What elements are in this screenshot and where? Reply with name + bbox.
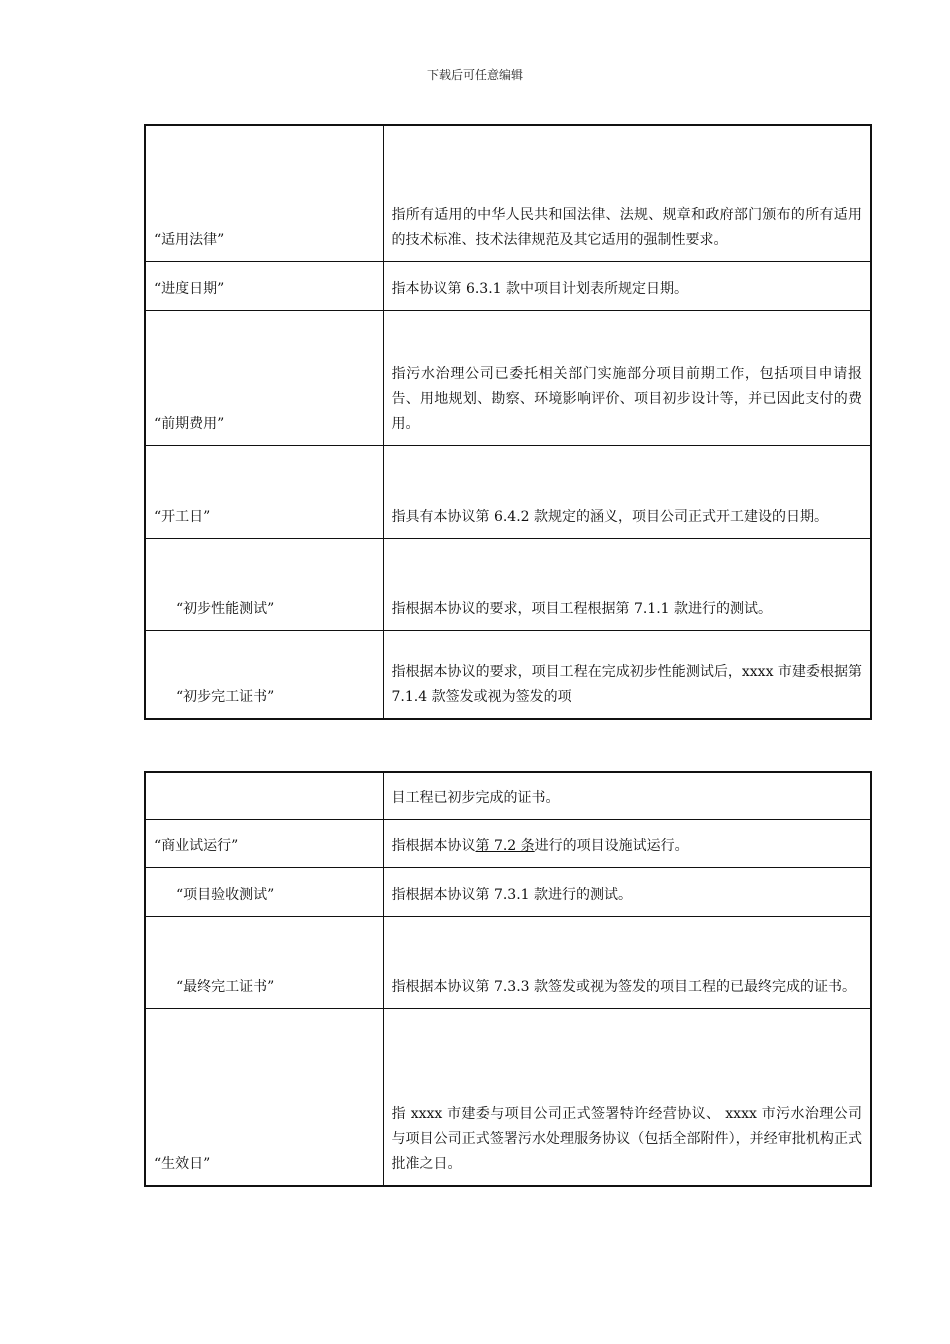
table-row	[145, 445, 871, 538]
table-row	[145, 819, 871, 867]
term-cell: “进度日期”	[145, 261, 383, 310]
table-row	[145, 310, 871, 445]
definition-cell: 指本协议第 6.3.1 款中项目计划表所规定日期。	[383, 261, 871, 310]
definition-cell: 指根据本协议的要求，项目工程根据第 7.1.1 款进行的测试。	[383, 538, 871, 630]
definition-cell: 指根据本协议第 7.3.1 款进行的测试。	[383, 867, 871, 916]
table-row	[145, 772, 871, 819]
term-cell: “前期费用”	[145, 310, 383, 445]
table-row	[145, 867, 871, 916]
definition-cell: 目工程已初步完成的证书。	[383, 772, 871, 819]
table-row	[145, 125, 871, 261]
table-row	[145, 916, 871, 1008]
table-row	[145, 1008, 871, 1186]
term-cell: “项目验收测试”	[145, 867, 383, 916]
definitions-table-2	[144, 771, 872, 1187]
clause-reference-link[interactable]: 第 7.2 条	[475, 837, 535, 854]
page-header: 下载后可任意编辑	[426, 68, 523, 82]
definition-cell: 指根据本协议第 7.3.3 款签发或视为签发的项目工程的已最终完成的证书。	[383, 916, 871, 1008]
definition-cell: 指根据本协议的要求，项目工程在完成初步性能测试后，xxxx 市建委根据第 7.1.4 款签发或视为签发的项	[383, 630, 871, 719]
definition-text: 指根据本协议	[391, 837, 476, 854]
term-cell: “初步完工证书”	[145, 630, 383, 719]
definition-text: 进行的项目设施试运行。	[534, 837, 689, 854]
term-cell	[145, 772, 383, 819]
term-cell: “适用法律”	[145, 125, 383, 261]
term-cell: “初步性能测试”	[145, 538, 383, 630]
term-cell: “生效日”	[145, 1008, 383, 1186]
definitions-table-1	[144, 124, 872, 720]
table-row	[145, 261, 871, 310]
definition-cell: 指具有本协议第 6.4.2 款规定的涵义，项目公司正式开工建设的日期。	[383, 445, 871, 538]
definition-cell	[383, 819, 871, 867]
term-cell: “最终完工证书”	[145, 916, 383, 1008]
table-row	[145, 538, 871, 630]
definition-cell: 指污水治理公司已委托相关部门实施部分项目前期工作，包括项目申请报告、用地规划、勘察、环境影响评价、项目初步设计等，并已因此支付的费用。	[383, 310, 871, 445]
definition-cell: 指 xxxx 市建委与项目公司正式签署特许经营协议、 xxxx 市污水治理公司与项目公司正式签署污水处理服务协议（包括全部附件），并经审批机构正式批准之日。	[383, 1008, 871, 1186]
definition-cell: 指所有适用的中华人民共和国法律、法规、规章和政府部门颁布的所有适用的技术标准、技术法律规范及其它适用的强制性要求。	[383, 125, 871, 261]
term-cell: “开工日”	[145, 445, 383, 538]
term-cell: “商业试运行”	[145, 819, 383, 867]
table-row	[145, 630, 871, 719]
